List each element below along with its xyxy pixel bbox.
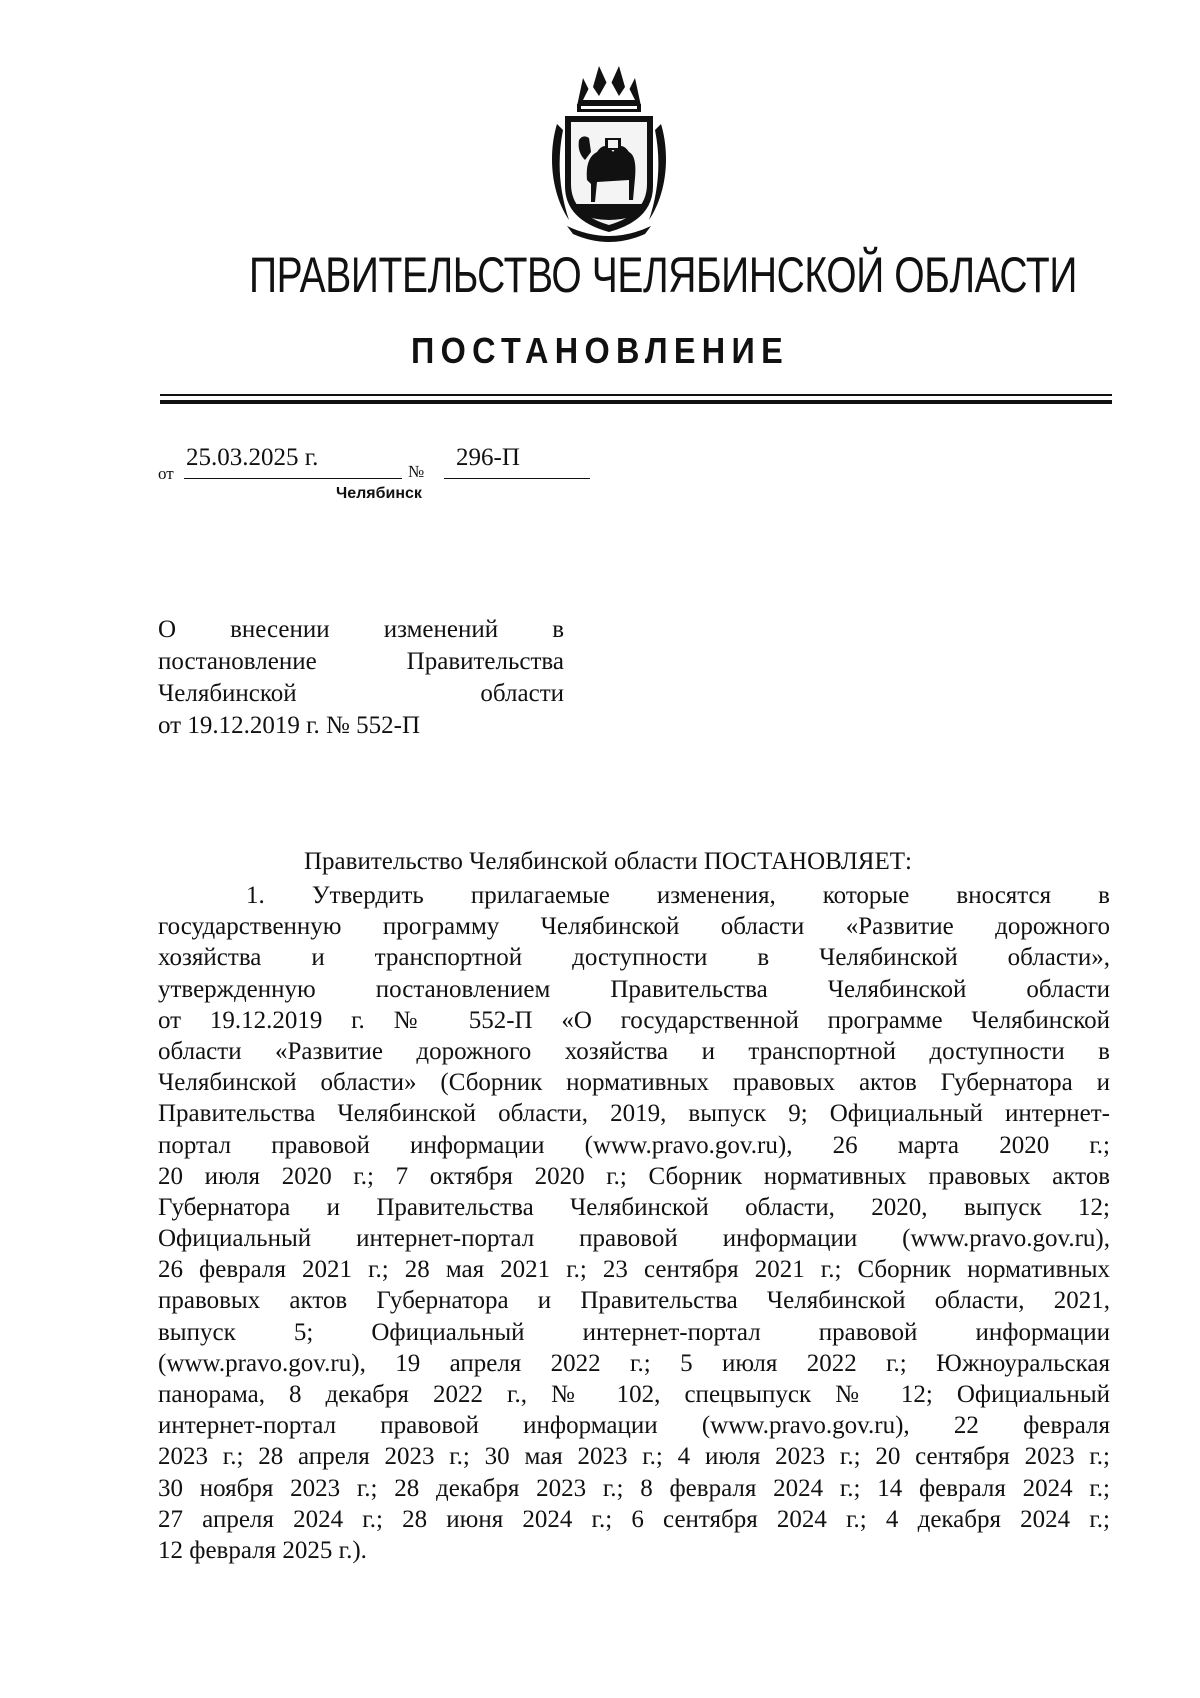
body-line: выпуск 5; Официальный интернет-портал правовой информации [158, 1318, 1110, 1346]
city-label: Челябинск [336, 485, 422, 502]
body-line: Правительства Челябинской области, 2019, выпуск 9; Официальный интернет- [158, 1100, 1110, 1128]
body-line: области «Развитие дорожного хозяйства и транспортной доступности в [158, 1037, 1110, 1065]
body-line: панорама, 8 декабря 2022 г., № 102, спецвыпуск № 12; Официальный [158, 1381, 1110, 1408]
body-line: Челябинской области» (Сборник нормативных правовых актов Губернатора и [158, 1069, 1110, 1097]
header-divider-thin [160, 394, 1112, 396]
body-line: государственную программу Челябинской области «Развитие дорожного [158, 913, 1110, 941]
body-line: портал правовой информации (www.pravo.gov.ru), 26 марта 2020 г.; [158, 1131, 1110, 1159]
body-line: (www.pravo.gov.ru), 19 апреля 2022 г.; 5 июля 2022 г.; Южноуральская [158, 1349, 1110, 1377]
body-line: хозяйства и транспортной доступности в Челябинской области», [158, 944, 1110, 972]
resolution-body [158, 880, 1110, 1566]
number-label: № [408, 462, 425, 481]
subject-line: постановление Правительства [158, 648, 564, 675]
body-line: 20 июля 2020 г.; 7 октября 2020 г.; Сборник нормативных правовых актов [158, 1162, 1110, 1190]
subject-line: О внесении изменений в [158, 616, 564, 643]
body-line: 12 февраля 2025 г.). [158, 1536, 367, 1564]
body-line: 1. Утвердить прилагаемые изменения, которые вносятся в [246, 882, 1110, 909]
document-subject [158, 614, 564, 742]
government-title: ПРАВИТЕЛЬСТВО ЧЕЛЯБИНСКОЙ ОБЛАСТИ [249, 247, 1077, 303]
subject-line: от 19.12.2019 г. № 552-П [158, 712, 421, 739]
body-line: интернет-портал правовой информации (www.pravo.gov.ru), 22 февраля [158, 1412, 1110, 1440]
body-line: утвержденную постановлением Правительства Челябинской области [158, 975, 1110, 1003]
header-divider-thick [160, 400, 1112, 404]
body-line: правовых актов Губернатора и Правительства Челябинской области, 2021, [158, 1287, 1110, 1315]
preamble: Правительство Челябинской области ПОСТАНОВЛЯЕТ: [304, 848, 912, 875]
body-line: от 19.12.2019 г. № 552-П «О государственной программе Челябинской [158, 1006, 1110, 1034]
crown-icon [577, 66, 641, 112]
document-type-title: ПОСТАНОВЛЕНИЕ [411, 330, 789, 371]
subject-line: Челябинской области [158, 680, 564, 707]
body-line: 30 ноября 2023 г.; 28 декабря 2023 г.; 8 февраля 2024 г.; 14 февраля 2024 г.; [158, 1474, 1110, 1502]
number-underline [444, 478, 590, 479]
body-line: 2023 г.; 28 апреля 2023 г.; 30 мая 2023 г.; 4 июля 2023 г.; 20 сентября 2023 г.; [158, 1443, 1110, 1471]
body-line: 27 апреля 2024 г.; 28 июня 2024 г.; 6 сентября 2024 г.; 4 декабря 2024 г.; [158, 1505, 1110, 1533]
document-date: 25.03.2025 г. [186, 444, 319, 471]
body-line: Губернатора и Правительства Челябинской области, 2020, выпуск 12; [158, 1193, 1110, 1221]
date-underline [184, 478, 402, 479]
document-number: 296-П [456, 444, 520, 471]
body-line: 26 февраля 2021 г.; 28 мая 2021 г.; 23 сентября 2021 г.; Сборник нормативных [158, 1256, 1110, 1284]
chelyabinsk-coat-of-arms-icon [547, 60, 671, 242]
body-line: Официальный интернет-портал правовой информации (www.pravo.gov.ru), [158, 1225, 1110, 1253]
date-prefix: от [158, 464, 174, 483]
